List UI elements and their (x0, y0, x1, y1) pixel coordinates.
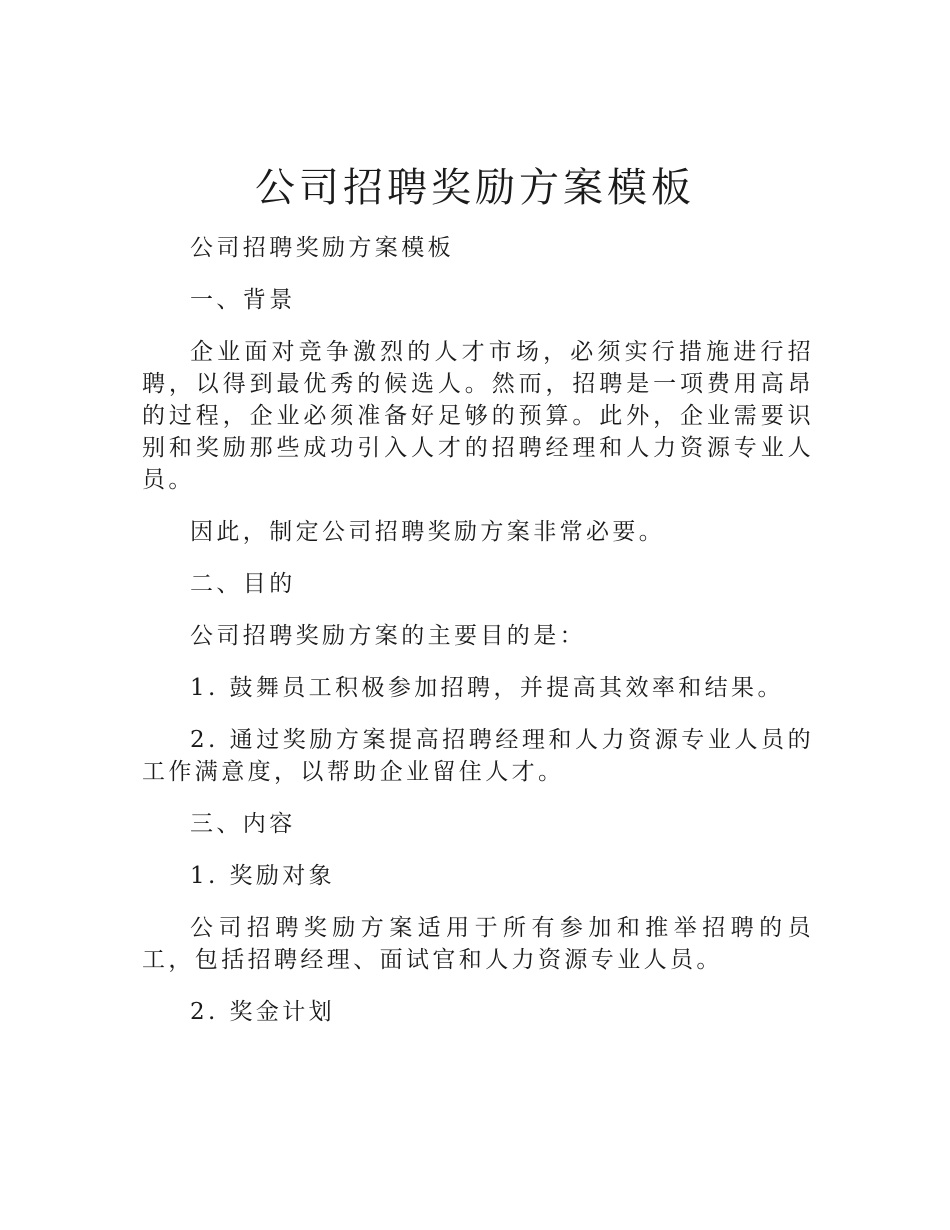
subheading-reward-target: 1. 奖励对象 (190, 863, 336, 889)
paragraph-subtitle: 公司招聘奖励方案模板 (190, 235, 454, 261)
section-heading-purpose: 二、目的 (190, 571, 296, 597)
document-body (142, 232, 814, 1048)
paragraph-conclusion: 因此，制定公司招聘奖励方案非常必要。 (190, 519, 666, 545)
list-item-purpose-1: 1. 鼓舞员工积极参加招聘，并提高其效率和结果。 (190, 675, 784, 701)
list-item-purpose-2: 2. 通过奖励方案提高招聘经理和人力资源专业人员的工作满意度，以帮助企业留住人才。 (142, 727, 814, 785)
section-heading-background: 一、背景 (190, 287, 296, 313)
paragraph-reward-target: 公司招聘奖励方案适用于所有参加和推举招聘的员工，包括招聘经理、面试官和人力资源专业人员。 (142, 915, 814, 973)
document-title: 公司招聘奖励方案模板 (255, 165, 695, 211)
paragraph-background: 企业面对竞争激烈的人才市场，必须实行措施进行招聘，以得到最优秀的候选人。然而，招聘是一项费用高昂的过程，企业必须准备好足够的预算。此外，企业需要识别和奖励那些成功引入人才的招聘经理和人力资源专业人员。 (142, 339, 814, 493)
paragraph-purpose-intro: 公司招聘奖励方案的主要目的是： (190, 623, 586, 649)
section-heading-content: 三、内容 (190, 811, 296, 837)
subheading-bonus-plan: 2. 奖金计划 (190, 999, 336, 1025)
